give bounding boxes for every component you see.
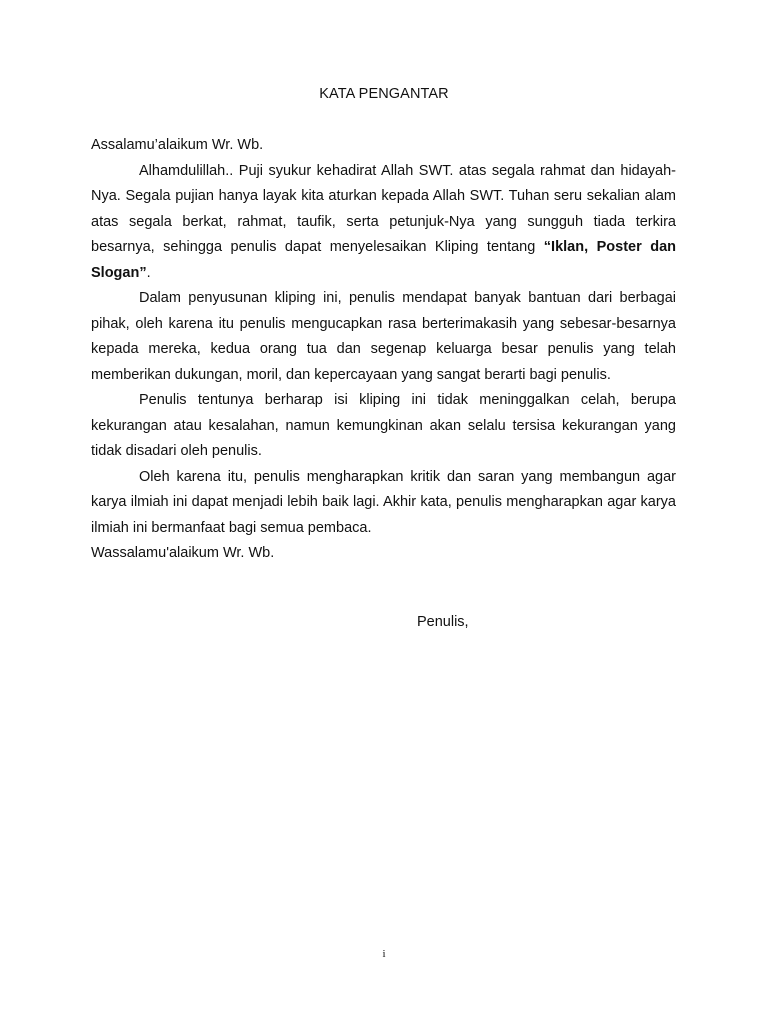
- closing: Wassalamu'alaikum Wr. Wb.: [91, 545, 275, 561]
- paragraph-2: Dalam penyusunan kliping ini, penulis mendapat banyak bantuan dari berbagai pihak, oleh karena itu penulis mengucapkan rasa berterimakasih yang sebesar-besarnya kepada mereka, kedua orang tua dan segenap keluarga besar penulis yang telah memberikan dukungan, moril, dan kepercayaan yang sangat berarti bagi penulis.: [91, 290, 676, 383]
- paragraph-1-end: .: [146, 264, 151, 281]
- paragraph-3: Penulis tentunya berharap isi kliping ini tidak meninggalkan celah, berupa kekurangan atau kesalahan, namun kemungkinan akan selalu tersisa kekurangan yang tidak disadari oleh penulis.: [91, 392, 676, 459]
- page-title: KATA PENGANTAR: [319, 86, 449, 102]
- paragraph-4: Oleh karena itu, penulis mengharapkan kritik dan saran yang membangun agar karya ilmiah ini dapat menjadi lebih baik lagi. Akhir kata, penulis mengharapkan agar karya ilmiah ini bermanfaat bagi semua pembaca.: [91, 468, 676, 536]
- signoff: Penulis,: [417, 614, 469, 630]
- paragraph-1: [91, 159, 676, 287]
- paragraph-1-text: Alhamdulillah.. Puji syukur kehadirat Allah SWT. atas segala rahmat dan hidayah-Nya. Segala pujian hanya layak kita aturkan kepada Allah SWT. Tuhan seru sekalian alam atas segala berkat, rahmat, taufik, serta petunjuk-Nya yang sungguh tiada terkira besarnya, sehingga penulis dapat menyelesaikan Kliping tentang: [91, 162, 676, 255]
- document-body: [91, 133, 676, 567]
- page-number: i: [382, 948, 386, 960]
- paragraph-1-bold-title: “Iklan, Poster dan Slogan”: [91, 239, 676, 281]
- greeting: Assalamu’alaikum Wr. Wb.: [91, 137, 264, 153]
